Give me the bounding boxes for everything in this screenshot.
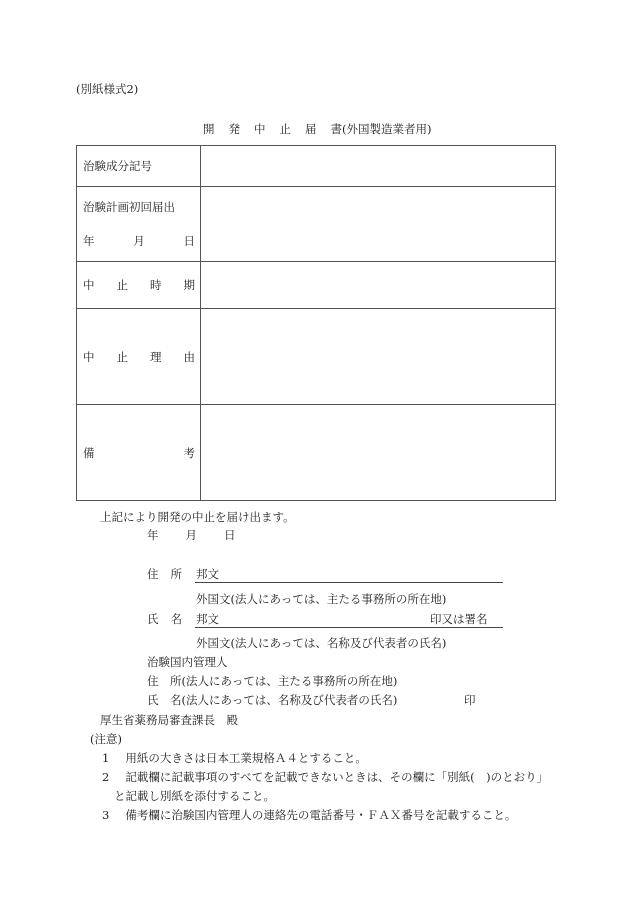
field-initial-notification-date[interactable]: [201, 187, 556, 262]
field-remarks[interactable]: [201, 405, 556, 501]
title-char: 中: [254, 122, 266, 136]
note-number: 3: [102, 808, 110, 822]
label-char: 止: [116, 349, 128, 364]
seal-or-signature-label: 印又は署名: [430, 612, 488, 626]
date-day-char: 日: [224, 528, 236, 542]
name-underline[interactable]: [195, 627, 503, 628]
title-suffix: (外国製造業者用): [342, 122, 432, 136]
name-label: [147, 614, 182, 626]
form-id-label: (別紙様式2): [76, 82, 139, 96]
date-year-char: 年: [147, 528, 159, 542]
label-char: 考: [183, 445, 195, 460]
declaration-date: [147, 530, 236, 542]
address-underline[interactable]: [195, 582, 503, 583]
note-item-2: [102, 772, 548, 784]
label-char: 住: [147, 567, 159, 581]
domestic-manager-heading: 治験国内管理人: [147, 655, 228, 669]
declaration-statement: 上記により開発の中止を届け出ます。: [100, 510, 295, 524]
table-row-initial-notification-date: [77, 187, 556, 262]
table-row-remarks: [77, 405, 556, 501]
note-item-1: [102, 753, 367, 765]
label-char: 月: [133, 234, 145, 248]
label-char: 由: [183, 349, 195, 364]
addressee: 厚生省薬務局審査課長 殿: [100, 713, 238, 727]
table-row-discontinuation-date: [77, 262, 556, 309]
title-char: 止: [279, 122, 291, 136]
field-compound-code[interactable]: [201, 146, 556, 187]
label-char: 中: [83, 349, 95, 364]
label-initial-notification-date: [77, 187, 201, 262]
date-month-char: 月: [185, 528, 197, 542]
domestic-manager-address: 住 所(法人にあっては、主たる事務所の所在地): [147, 674, 398, 688]
label-compound-code: 治験成分記号: [77, 146, 201, 187]
address-japanese-label: 邦文: [196, 567, 219, 581]
label-char: 止: [116, 278, 128, 292]
notes-heading: (注意): [90, 732, 122, 746]
field-discontinuation-reason[interactable]: [201, 309, 556, 405]
title-char: 書: [330, 122, 342, 136]
title-char: 届: [305, 122, 317, 136]
label-char: 中: [83, 278, 95, 292]
note-text: 備考欄に治験国内管理人の連絡先の電話番号・ＦＡＸ番号を記載すること。: [125, 808, 517, 822]
label-char: 時: [150, 278, 162, 292]
label-discontinuation-date: [77, 262, 201, 309]
label-char: 年: [83, 234, 95, 248]
name-japanese-label: 邦文: [196, 612, 219, 626]
label-line: 治験計画初回届出: [83, 200, 175, 214]
label-char: 備: [83, 445, 95, 460]
note-item-2-continuation: と記載し別紙を添付すること。: [114, 789, 275, 803]
table-row-discontinuation-reason: [77, 309, 556, 405]
domestic-manager-name: 氏 名(法人にあっては、名称及び代表者の氏名): [147, 693, 398, 707]
label-char: 理: [150, 349, 162, 364]
table-row-compound-code: [77, 146, 556, 187]
name-foreign-note: 外国文(法人にあっては、名称及び代表者の氏名): [196, 636, 447, 650]
document-title: [203, 124, 431, 136]
title-char: 発: [228, 122, 240, 136]
address-label: [147, 569, 182, 581]
address-foreign-note: 外国文(法人にあっては、主たる事務所の所在地): [196, 592, 447, 606]
label-char: 期: [183, 278, 195, 292]
note-text: 記載欄に記載事項のすべてを記載できないときは、その欄に「別紙( )のとおり」: [125, 770, 549, 784]
label-char: 名: [170, 612, 182, 626]
label-char: 日: [183, 234, 195, 248]
notification-form-table: [76, 145, 556, 501]
label-char: 氏: [147, 612, 159, 626]
note-text: 用紙の大きさは日本工業規格Ａ４とすること。: [125, 751, 367, 765]
note-item-3: [102, 810, 516, 822]
label-remarks: [77, 405, 201, 501]
domestic-manager-seal: 印: [464, 693, 476, 707]
note-number: 1: [102, 751, 110, 765]
label-discontinuation-reason: [77, 309, 201, 405]
title-char: 開: [203, 122, 215, 136]
label-char: 所: [170, 567, 182, 581]
note-number: 2: [102, 770, 110, 784]
field-discontinuation-date[interactable]: [201, 262, 556, 309]
label-date-chars: [83, 233, 195, 249]
